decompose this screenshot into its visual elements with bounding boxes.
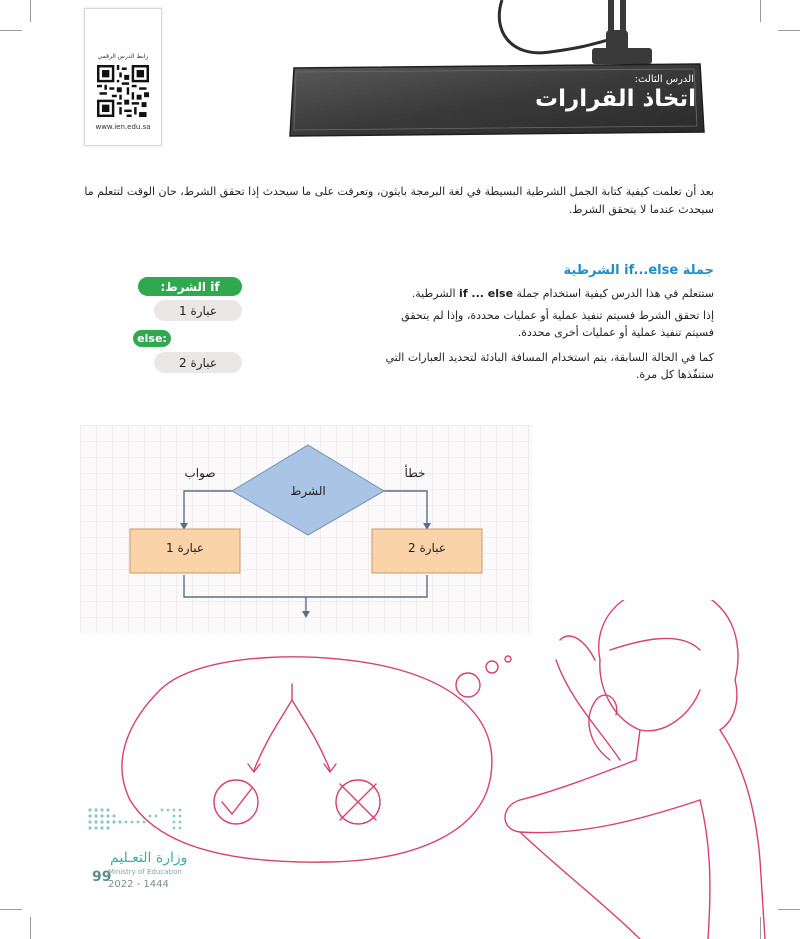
heading-suffix: الشرطية <box>563 263 625 278</box>
heading-prefix: جملة <box>678 263 714 278</box>
heading-code: if...else <box>624 263 679 278</box>
code-chip-if: if الشرط: <box>138 277 242 296</box>
crop-mark <box>0 30 22 31</box>
check-icon <box>214 780 258 824</box>
flowchart-true-label: صواب <box>184 466 216 480</box>
section-heading <box>564 263 714 278</box>
code-chip-statement-2: عبارة 2 <box>154 352 242 373</box>
crop-mark <box>778 30 800 31</box>
edition-year: 2022 - 1444 <box>108 879 169 890</box>
flowchart-statement-1-label: عبارة 1 <box>166 541 204 555</box>
ministry-name-en: Ministry of Education <box>108 868 182 876</box>
qr-code-icon[interactable] <box>97 65 149 117</box>
flowchart-statement-2-label: عبارة 2 <box>408 541 446 555</box>
crop-mark <box>760 0 761 22</box>
p1-text-end: الشرطية. <box>411 287 460 300</box>
lesson-title: اتخاذ القرارات <box>534 86 696 112</box>
crop-mark <box>30 0 31 22</box>
intro-paragraph: بعد أن تعلمت كيفية كتابة الجمل الشرطية البسيطة في لغة البرمجة بايثون، وتعرفت على ما سيحدث إذا تحقق الشرط، حان الوقت لتتعلم ما سيحدث عندما لا يتحقق الشرط. <box>84 185 714 216</box>
qr-title: رابط الدرس الرقمي <box>97 53 149 60</box>
section-paragraph-2: إذا تحقق الشرط فسيتم تنفيذ عملية أو عمليات محددة، وإذا لم يتحقق فسيتم تنفيذ عملية أو عمليات أخرى محددة. <box>401 309 714 339</box>
flowchart-condition-label: الشرط <box>290 484 326 498</box>
code-chip-statement-1: عبارة 1 <box>154 300 242 321</box>
section-paragraph-1 <box>384 285 714 302</box>
page-number: 99 <box>92 869 112 885</box>
p1-text: ستتعلم في هذا الدرس كيفية استخدام جملة <box>513 287 714 300</box>
qr-card[interactable] <box>84 8 162 146</box>
flowchart-false-label: خطأ <box>404 466 426 480</box>
plug-cable-illustration <box>480 0 660 70</box>
ministry-name-ar: وزارة التعـليم <box>110 850 188 866</box>
p1-code: if ... else <box>459 287 514 300</box>
qr-url[interactable]: www.ien.edu.sa <box>95 123 151 131</box>
lesson-number: الدرس الثالث: <box>634 74 694 85</box>
section-paragraph-3: كما في الحالة السابقة، يتم استخدام المسافة البادئة لتحديد العبارات التي ستنفّذها كل مرة. <box>385 351 714 381</box>
code-chip-else: else: <box>133 330 171 347</box>
